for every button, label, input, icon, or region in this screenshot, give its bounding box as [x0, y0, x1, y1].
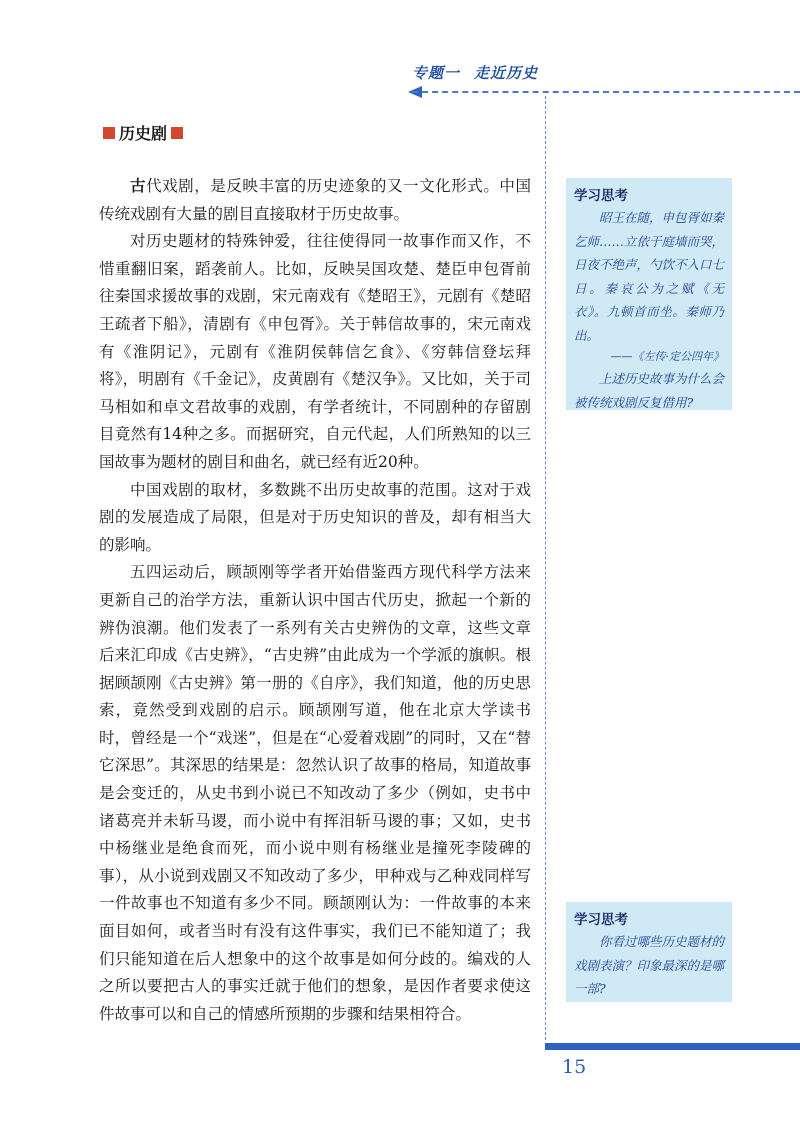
- column-divider: [545, 96, 546, 1040]
- paragraph: [99, 172, 531, 228]
- box-title: 学习思考: [574, 912, 628, 928]
- box-title: 学习思考: [574, 188, 628, 204]
- heading-square-icon: [103, 127, 115, 139]
- footer-bar: [545, 1043, 800, 1050]
- page-number: 15: [562, 1056, 587, 1078]
- section-heading: [103, 121, 183, 144]
- chapter-title: 走近历史: [474, 64, 539, 82]
- study-thinking-box-1: [566, 178, 732, 410]
- study-thinking-box-2: [566, 902, 732, 1002]
- running-header: [412, 62, 538, 83]
- heading-square-icon: [171, 127, 183, 139]
- main-body-text: [99, 172, 531, 1028]
- section-title: 历史剧: [119, 124, 168, 143]
- question-text: 你看过哪些历史题材的戏剧表演？印象最深的是哪一部?: [574, 934, 725, 996]
- quote-text: 昭王在随，申包胥如秦乞师……立依于庭墙而哭，日夜不绝声，勺饮不入口七日。秦哀公为之赋《无衣》。九顿首而坐。秦师乃出。: [574, 210, 725, 343]
- paragraph: 对历史题材的特殊钟爱，往往使得同一故事作而又作，不惜重翻旧案，蹈袭前人。比如，反映吴国攻楚、楚臣申包胥前往秦国求援故事的戏剧，宋元南戏有《楚昭王》，元剧有《楚昭王疏者下船》，清剧有《申包胥》。关于韩信故事的，宋元南戏有《淮阴记》，元剧有《淮阴侯韩信乞食》、《穷韩信登坛拜将》，明剧有《千金记》，皮黄剧有《楚汉争》。又比如，关于司马相如和卓文君故事的戏剧，有学者统计，不同剧种的存留剧目竟然有14种之多。而据研究，自元代起，人们所熟知的以三国故事为题材的剧目和曲名，就已经有近20种。: [99, 232, 531, 471]
- box-body: [574, 206, 724, 414]
- first-character: 古: [130, 176, 147, 195]
- quote-source: ——《左传·定公四年》: [610, 350, 724, 363]
- paragraph: 中国戏剧的取材，多数跳不出历史故事的范围。这对于戏剧的发展造成了局限，但是对于历史知识的普及，却有相当大的影响。: [99, 480, 531, 554]
- chapter-label: 专题一: [412, 64, 461, 82]
- paragraph-text: 代戏剧，是反映丰富的历史迹象的又一文化形式。中国传统戏剧有大量的剧目直接取材于历史故事。: [99, 177, 531, 223]
- box-body: [574, 930, 724, 1001]
- header-dashed-rule: [412, 91, 800, 93]
- question-text: 上述历史故事为什么会被传统戏剧反复借用?: [574, 371, 725, 410]
- paragraph: 五四运动后，顾颉刚等学者开始借鉴西方现代科学方法来更新自己的治学方法，重新认识中国古代历史，掀起一个新的辨伪浪潮。他们发表了一系列有关古史辨伪的文章，这些文章后来汇印成《古史辨》，“古史辨”由此成为一个学派的旗帜。根据顾颉刚《古史辨》第一册的《自序》，我们知道，他的历史思索，竟然受到戏剧的启示。顾颉刚写道，他在北京大学读书时，曾经是一个“戏迷”，但是在“心爱着戏剧”的同时，又在“替它深思”。其深思的结果是：忽然认识了故事的格局，知道故事是会变迁的，从史书到小说已不知改动了多少（例如，史书中诸葛亮并未斩马谡，而小说中有挥泪斩马谡的事；又如，史书中杨继业是绝食而死，而小说中则有杨继业是撞死李陵碑的事），从小说到戏剧又不知改动了多少，甲种戏与乙种戏同样写一件故事也不知道有多少不同。顾颉刚认为：一件故事的本来面目如何，或者当时有没有这件事实，我们已不能知道了；我们只能知道在后人想象中的这个故事是如何分歧的。编戏的人之所以要把古人的事实迁就于他们的想象，是因作者要求使这件故事可以和自己的情感所预期的步骤和结果相符合。: [99, 563, 531, 1023]
